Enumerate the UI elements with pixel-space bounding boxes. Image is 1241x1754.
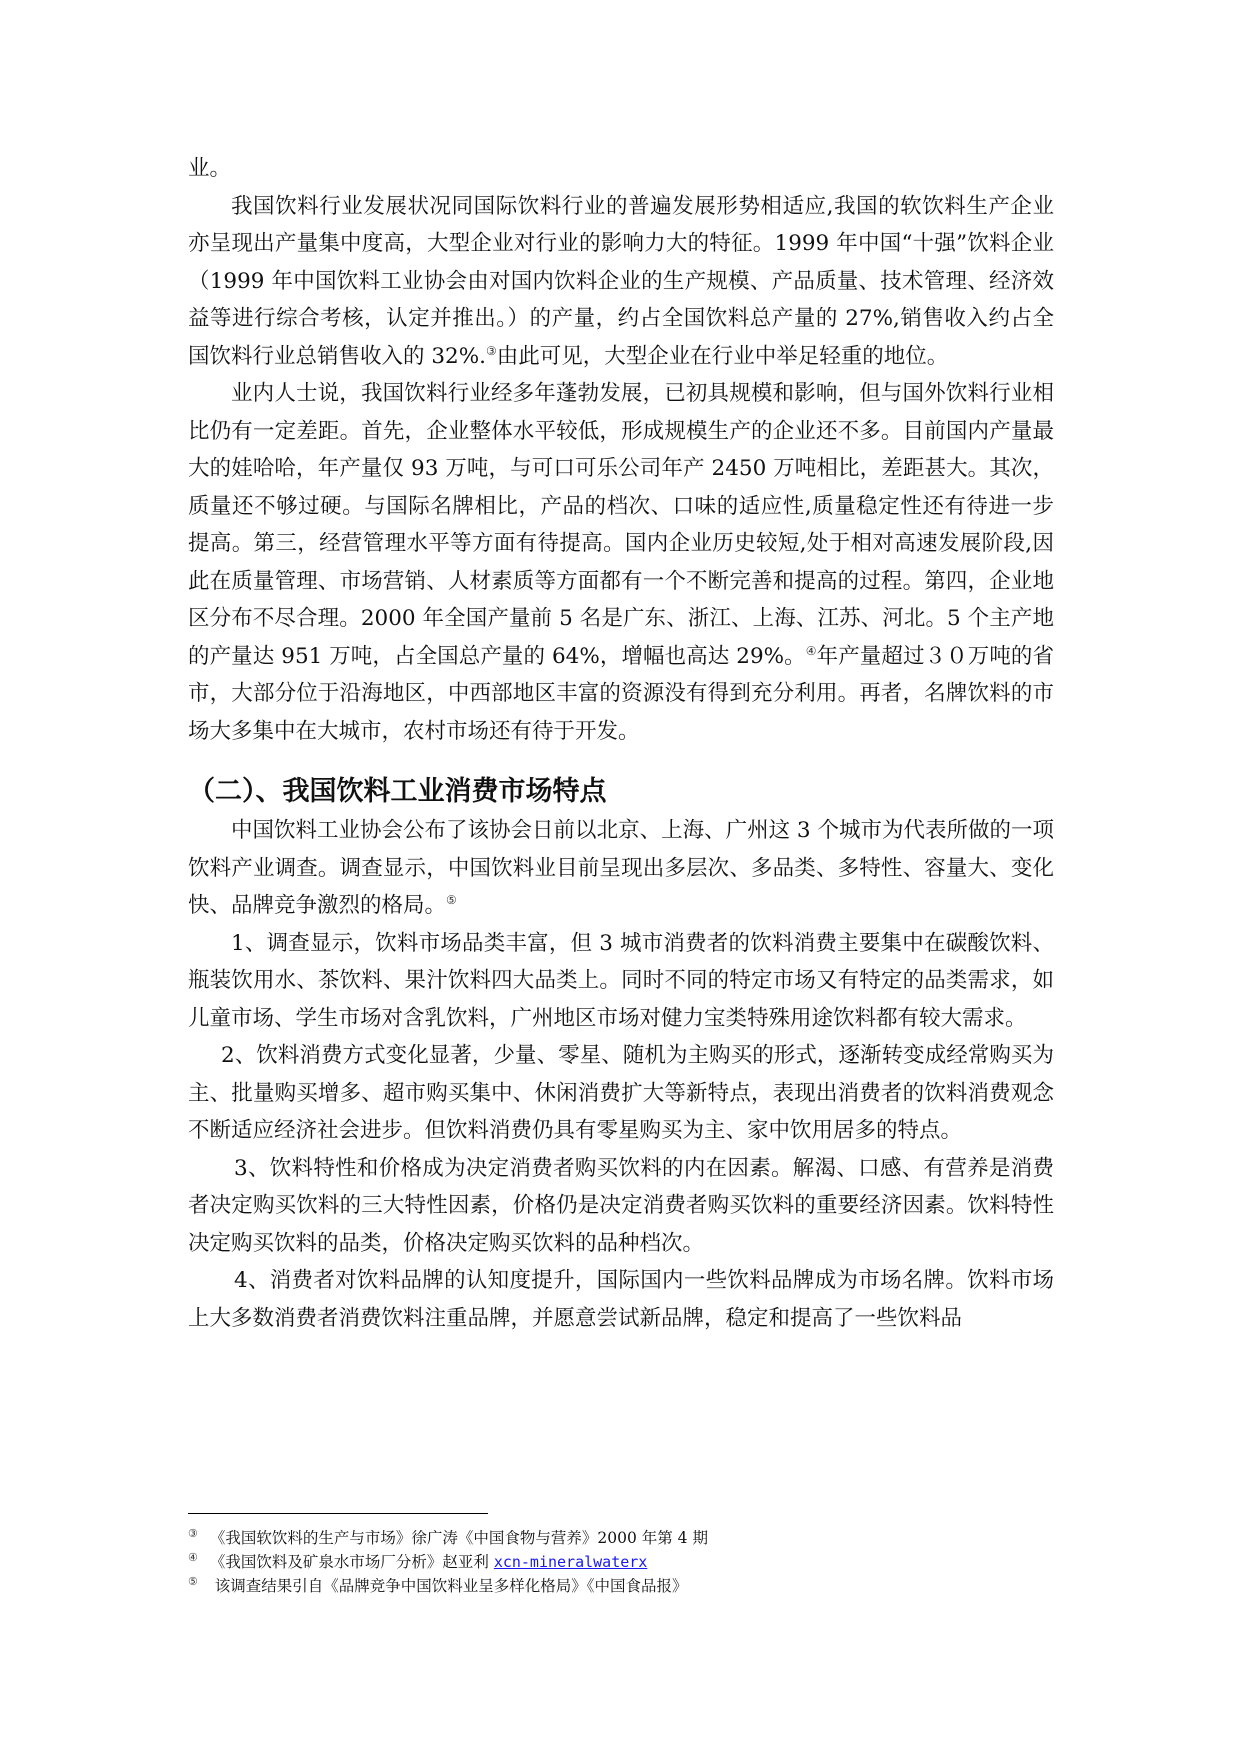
footnote-text: 《我国饮料及矿泉水市场厂分析》赵亚利 bbox=[209, 1553, 494, 1571]
footnote-divider bbox=[188, 1513, 488, 1514]
paragraph-text: 中国饮料工业协会公布了该协会日前以北京、上海、广州这 3 个城市为代表所做的一项饮料产业调查。调查显示，中国饮料业目前呈现出多层次、多品类、多特性、容量大、变化快、品牌竞争激烈的格局。 bbox=[188, 818, 1054, 918]
footnotes bbox=[188, 1526, 1054, 1598]
paragraph: 4、消费者对饮料品牌的认知度提升，国际国内一些饮料品牌成为市场名牌。饮料市场上大多数消费者消费饮料注重品牌，并愿意尝试新品牌，稳定和提高了一些饮料品 bbox=[188, 1268, 1054, 1331]
paragraph: 1、调查显示，饮料市场品类丰富，但 3 城市消费者的饮料消费主要集中在碳酸饮料、瓶装饮用水、茶饮料、果汁饮料四大品类上。同时不同的特定市场又有特定的品类需求，如儿童市场、学生市场对含乳饮料，广州地区市场对健力宝类特殊用途饮料都有较大需求。 bbox=[188, 930, 1054, 1031]
footnote-ref[interactable]: ⑤ bbox=[446, 892, 457, 907]
paragraph: 2、饮料消费方式变化显著，少量、零星、随机为主购买的形式，逐渐转变成经常购买为主、批量购买增多、超市购买集中、休闲消费扩大等新特点，表现出消费者的饮料消费观念不断适应经济社会进步。但饮料消费仍具有零星购买为主、家中饮用居多的特点。 bbox=[188, 1043, 1054, 1143]
footnote-ref[interactable]: ④ bbox=[805, 643, 817, 658]
footnote-link[interactable]: xcn-mineralwaterx bbox=[493, 1553, 648, 1571]
footnote-number: ④ bbox=[188, 1550, 198, 1564]
paragraph-text: 业内人士说，我国饮料行业经多年蓬勃发展，已初具规模和影响，但与国外饮料行业相比仍有一定差距。首先，企业整体水平较低，形成规模生产的企业还不多。目前国内产量最大的娃哈哈，年产量仅 93 万吨，与可口可乐公司年产 2450 万吨相比，差距甚大。其次，质量还不够过硬。与国际名牌相比，产品的档次、口味的适应性,质量稳定性还有待进一步提高。第三，经营管理水平等方面有待提高。国内企业历史较短,处于相对高速发展阶段,因此在质量管理、市场营销、人材素质等方面都有一个不断完善和提高的过程。第四，企业地区分布不尽合理。2000 年全国产量前 5 名是广东、浙江、上海、江苏、河北。5 个主产地的产量达 951 万吨，占全国总产量的 64%，增幅也高达 29%。 bbox=[188, 381, 1054, 669]
paragraph bbox=[188, 188, 1054, 376]
footnote bbox=[188, 1574, 1054, 1598]
paragraph: 业。 bbox=[188, 156, 232, 181]
paragraph bbox=[188, 812, 1054, 925]
paragraph: 3、饮料特性和价格成为决定消费者购买饮料的内在因素。解渴、口感、有营养是消费者决定购买饮料的三大特性因素，价格仍是决定消费者购买饮料的重要经济因素。饮料特性决定购买饮料的品类，价格决定购买饮料的品种档次。 bbox=[188, 1155, 1054, 1256]
footnote-text: 该调查结果引自《品牌竞争中国饮料业呈多样化格局》《中国食品报》 bbox=[209, 1577, 688, 1595]
paragraph bbox=[188, 375, 1054, 750]
paragraph-text: 由此可见，大型企业在行业中举足轻重的地位。 bbox=[496, 343, 949, 369]
footnote bbox=[188, 1550, 1054, 1574]
footnote-text: 《我国软饮料的生产与市场》徐广涛《中国食物与营养》2000 年第 4 期 bbox=[209, 1529, 708, 1547]
footnote-number: ⑤ bbox=[188, 1574, 198, 1588]
footnote bbox=[188, 1526, 1054, 1550]
paragraph-text: 我国饮料行业发展状况同国际饮料行业的普遍发展形势相适应,我国的软饮料生产企业亦呈现出产量集中度高，大型企业对行业的影响力大的特征。1999 年中国“十强”饮料企业（1999 年中国饮料工业协会由对国内饮料企业的生产规模、产品质量、技术管理、经济效益等进行综合考核，认定并推出。）的产量，约占全国饮料总产量的 27%,销售收入约占全国饮料行业总销售收入的 32%. bbox=[188, 193, 1054, 369]
footnote-ref[interactable]: ③ bbox=[485, 343, 497, 358]
section-heading: （二）、我国饮料工业消费市场特点 bbox=[188, 776, 607, 807]
paragraph-text: 年产量超过３０万吨的省市，大部分位于沿海地区，中西部地区丰富的资源没有得到充分利用。再者，名牌饮料的市场大多集中在大城市，农村市场还有待于开发。 bbox=[188, 643, 1054, 744]
footnote-number: ③ bbox=[188, 1526, 198, 1540]
body-text bbox=[188, 150, 1054, 1337]
